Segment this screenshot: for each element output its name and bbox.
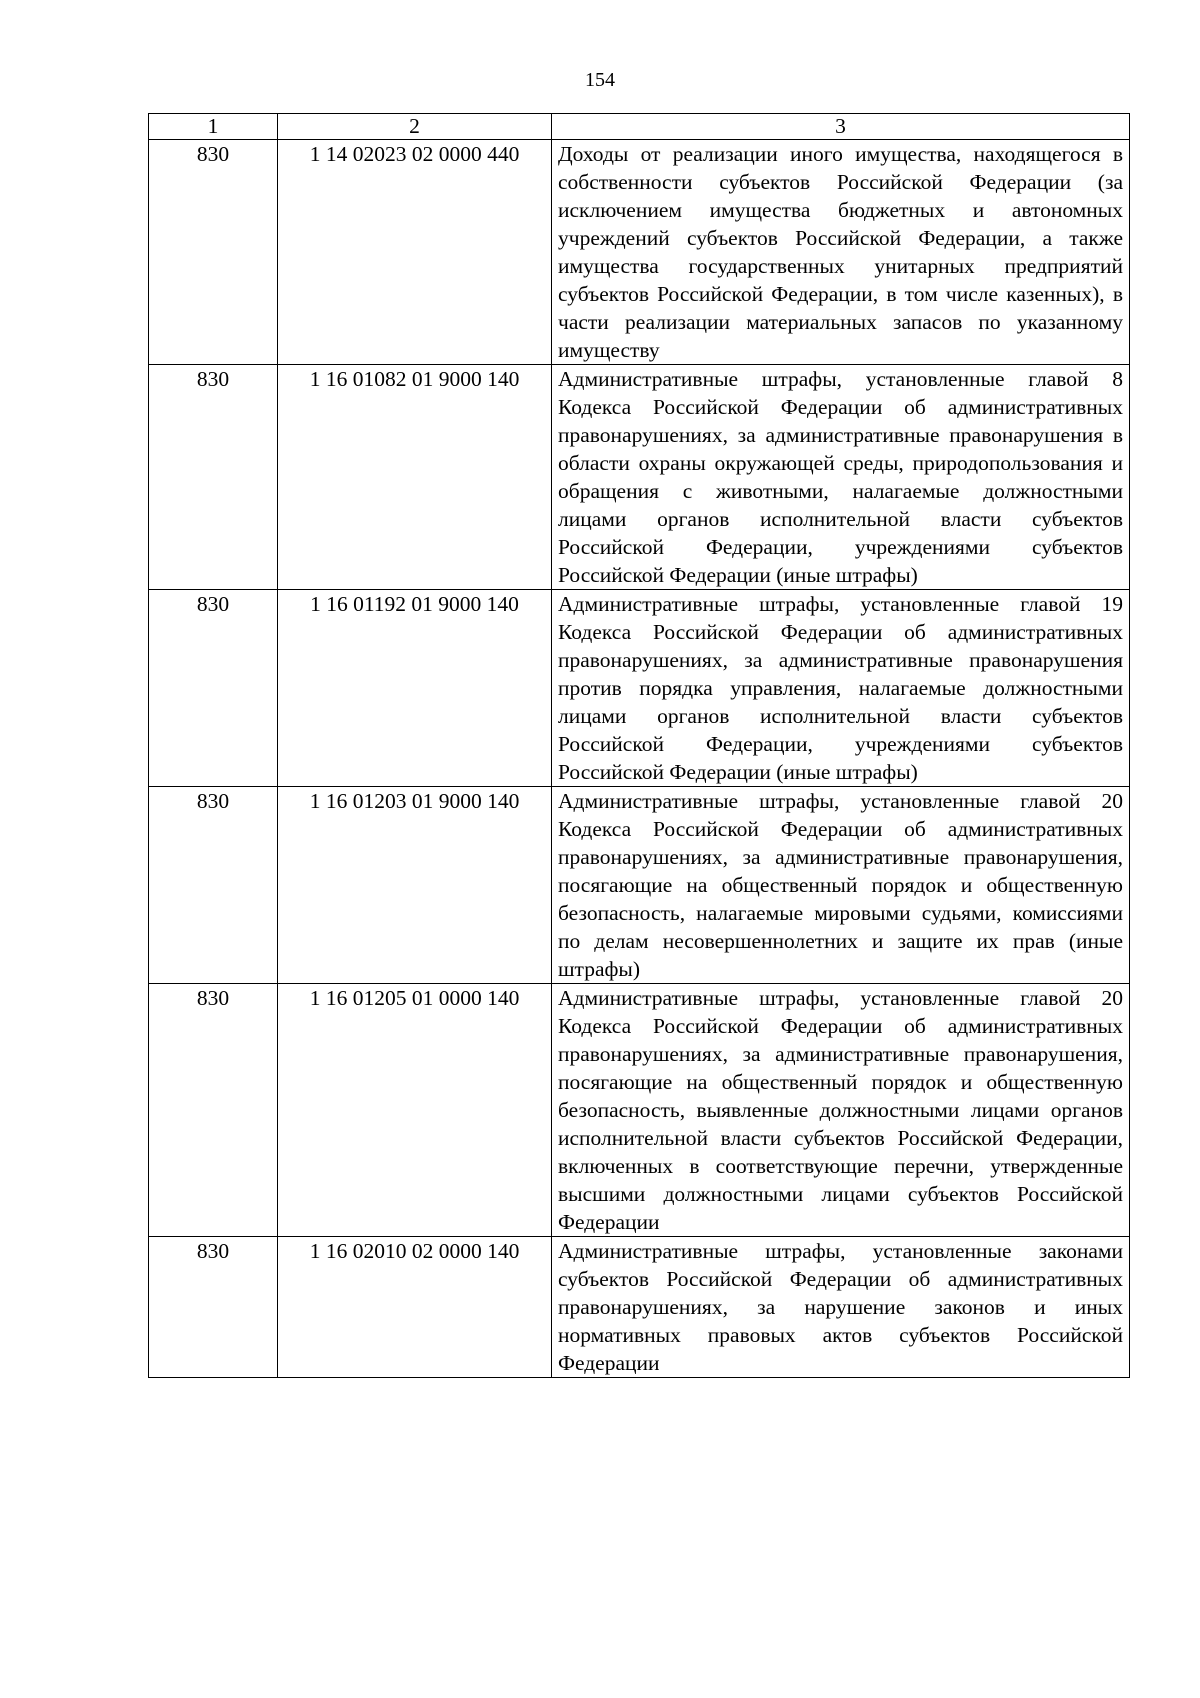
admin-code-cell: 830 xyxy=(149,365,278,590)
admin-code-cell: 830 xyxy=(149,984,278,1237)
admin-code-cell: 830 xyxy=(149,787,278,984)
table-row xyxy=(149,590,1130,787)
income-code-cell: 1 14 02023 02 0000 440 xyxy=(278,140,552,365)
income-code-cell: 1 16 01203 01 9000 140 xyxy=(278,787,552,984)
admin-code-cell: 830 xyxy=(149,590,278,787)
table-row xyxy=(149,984,1130,1237)
column-header-1: 1 xyxy=(149,114,278,140)
table-row xyxy=(149,365,1130,590)
table-row xyxy=(149,1237,1130,1378)
income-codes-table xyxy=(148,113,1130,1378)
table-header-row xyxy=(149,114,1130,140)
income-code-cell: 1 16 02010 02 0000 140 xyxy=(278,1237,552,1378)
admin-code-cell: 830 xyxy=(149,140,278,365)
description-cell: Административные штрафы, установленные главой 20 Кодекса Российской Федерации об административных правонарушениях, за административные правонарушения, посягающие на общественный порядок и общественную безопасность, выявленные должностными лицами органов исполнительной власти субъектов Российской Федерации, включенных в соответствующие перечни, утвержденные высшими должностными лицами субъектов Российской Федерации xyxy=(552,984,1130,1237)
table-row xyxy=(149,140,1130,365)
income-code-cell: 1 16 01192 01 9000 140 xyxy=(278,590,552,787)
description-cell: Доходы от реализации иного имущества, находящегося в собственности субъектов Российской Федерации (за исключением имущества бюджетных и автономных учреждений субъектов Российской Федерации, а также имущества государственных унитарных предприятий субъектов Российской Федерации, в том числе казенных), в части реализации материальных запасов по указанному имуществу xyxy=(552,140,1130,365)
description-cell: Административные штрафы, установленные главой 8 Кодекса Российской Федерации об административных правонарушениях, за административные правонарушения в области охраны окружающей среды, природопользования и обращения с животными, налагаемые должностными лицами органов исполнительной власти субъектов Российской Федерации, учреждениями субъектов Российской Федерации (иные штрафы) xyxy=(552,365,1130,590)
description-cell: Административные штрафы, установленные главой 20 Кодекса Российской Федерации об административных правонарушениях, за административные правонарушения, посягающие на общественный порядок и общественную безопасность, налагаемые мировыми судьями, комиссиями по делам несовершеннолетних и защите их прав (иные штрафы) xyxy=(552,787,1130,984)
column-header-2: 2 xyxy=(278,114,552,140)
description-cell: Административные штрафы, установленные главой 19 Кодекса Российской Федерации об административных правонарушениях, за административные правонарушения против порядка управления, налагаемые должностными лицами органов исполнительной власти субъектов Российской Федерации, учреждениями субъектов Российской Федерации (иные штрафы) xyxy=(552,590,1130,787)
income-code-cell: 1 16 01205 01 0000 140 xyxy=(278,984,552,1237)
income-code-cell: 1 16 01082 01 9000 140 xyxy=(278,365,552,590)
description-cell: Административные штрафы, установленные законами субъектов Российской Федерации об административных правонарушениях, за нарушение законов и иных нормативных правовых актов субъектов Российской Федерации xyxy=(552,1237,1130,1378)
admin-code-cell: 830 xyxy=(149,1237,278,1378)
table-row xyxy=(149,787,1130,984)
page-number: 154 xyxy=(585,69,615,91)
column-header-3: 3 xyxy=(552,114,1130,140)
